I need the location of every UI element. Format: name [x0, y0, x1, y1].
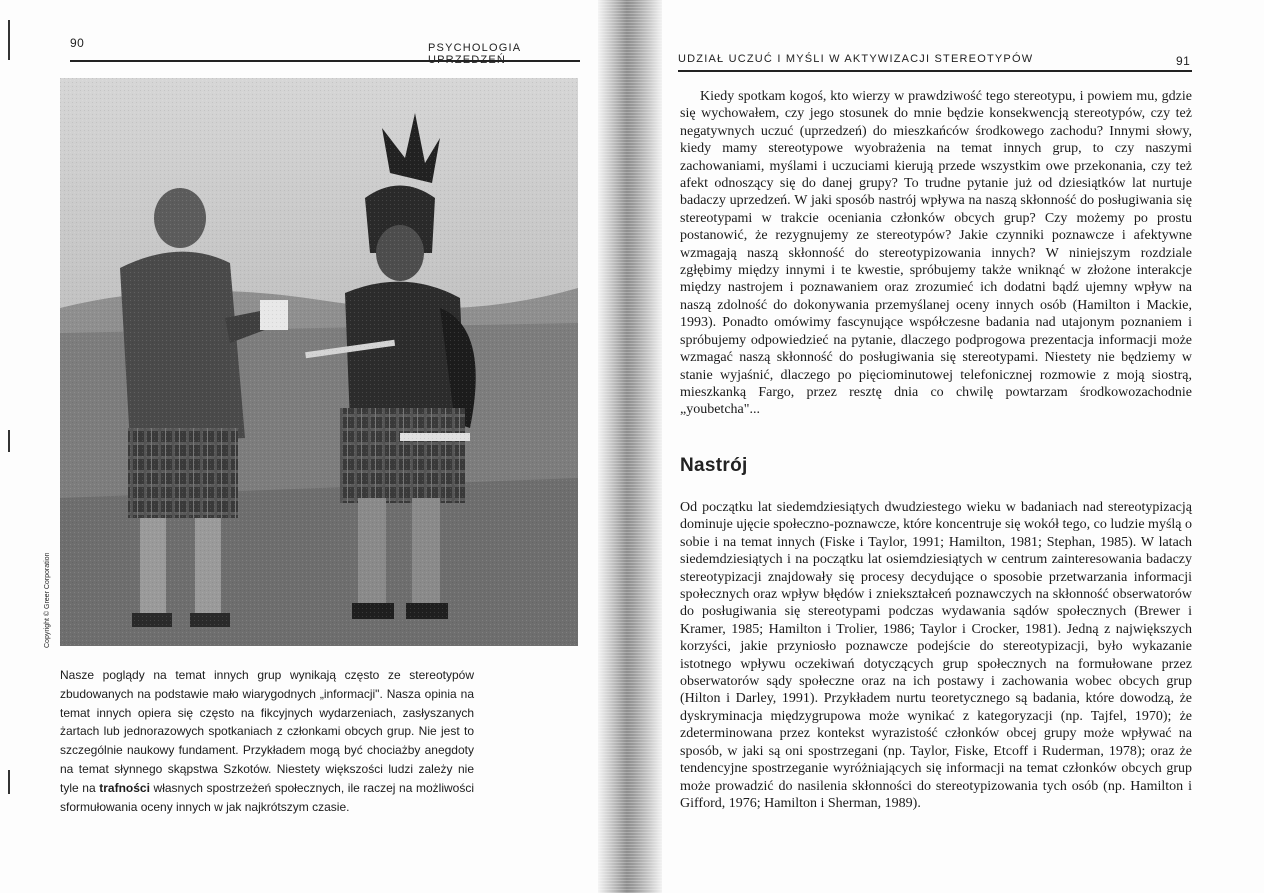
- right-page: [662, 0, 1264, 893]
- photo-credit: Copyright © Greer Corporation: [44, 552, 51, 648]
- page-number: 90: [70, 36, 85, 50]
- body-paragraph-1: Kiedy spotkam kogoś, kto wierzy w prawdziwość tego stereotypu, i powiem mu, gdzie się wychowałem, czy jego stosunek do mnie będzie konsekwencją stereotypów, czy też negatywnych uczuć (uprzedzeń) do mieszkańców środkowego zachodu? Innymi słowy, kiedy mamy stereotypowe wyobrażenia na temat innych grup, to czy naszymi zachowaniami, myślami i uczuciami kierują przede wszystkim owe przekonania, czy też afekt odnoszący się do danej grupy? To trudne pytanie już od dziesiątków lat nurtuje badaczy uprzedzeń. W jaki sposób nastrój wpływa na naszą skłonność do posługiwania się stereotypami w trakcie oceniania członków obcych grup? Czy możemy po prostu postanowić, że rezygnujemy ze stereotypów? Jakie czynniki poznawcze i afektywne wzmagają naszą skłonność do stereotypizowania innych? W niniejszym rozdziale zgłębimy między innymi i te kwestie, spróbujemy także wniknąć w złożone interakcje między nastrojem i poznawaniem oraz zrozumieć ich dodatni bądź ujemny wpływ na naszą zdolność do dokonywania przemyślanej oceny innych osób (Hamilton i Mackie, 1993). Ponadto omówimy fascynujące współczesne badania nad utajonym poznaniem i spróbujemy odpowiedzieć na pytanie, dlaczego podprogowa prezentacja informacji może wzmagać naszą skłonność do posługiwania się stereotypami. Niestety nie będziemy w stanie wyjaśnić, dlaczego po pięciominutowej telefonicznej rozmowie z moją siostrą, mieszkanką Fargo, przez resztę dnia co chwilę powtarzam środkowozachodnie „youbetcha"...: [680, 89, 1192, 418]
- caption-text-part1: Nasze poglądy na temat innych grup wynikają często ze stereotypów zbudowanych na podstawie mało wiarygodnych „informacji". Nasza opinia na temat innych opiera się często na fikcyjnych wydarzeniach, zasłyszanych żartach lub jednorazowych spotkaniach z członkami obcych grup. Nie jest to szczególnie naukowy fundament. Przykładem mogą być chociażby anegdoty na temat słynnego skąpstwa Szkotów. Niestety większości ludzi zależy nie tyle na: [60, 668, 474, 795]
- figure-caption: [60, 666, 474, 816]
- photo-two-men-in-kilts: [60, 78, 578, 646]
- scan-edge-mark: [8, 770, 10, 794]
- section-heading: Nastrój: [680, 455, 748, 476]
- scan-edge-mark: [8, 430, 10, 452]
- scan-edge-mark: [8, 20, 10, 60]
- left-page: [0, 0, 598, 893]
- book-gutter: [598, 0, 662, 893]
- photo-illustration: [60, 78, 578, 646]
- header-rule: [678, 70, 1192, 72]
- caption-bold-term: trafności: [99, 780, 150, 795]
- caption-text-part2: własnych spostrzeżeń społecznych, ile raczej na możliwości sformułowania oceny innych w jak najkrótszym czasie.: [60, 780, 474, 814]
- body-paragraph-2: Od początku lat siedemdziesiątych dwudziestego wieku w badaniach nad stereotypizacją dominuje ujęcie społeczno-poznawcze, które koncentruje się wokół tego, co ludzie myślą o sobie i na temat innych (Fiske i Taylor, 1991; Hamilton, 1981; Stephan, 1985). W latach siedemdziesiątych i na początku lat osiemdziesiątych w centrum zainteresowania badaczy stereotypizacji znajdowały się procesy decydujące o sposobie przetwarzania informacji społecznych oraz wpływ błędów i zniekształceń poznawczych na skłonność obserwatorów do posługiwania się stereotypami podczas wydawania sądów społecznych (Brewer i Kramer, 1985; Hamilton i Trolier, 1986; Taylor i Crocker, 1981). Jedną z największych korzyści, jakie przyniosło poznawcze podejście do stereotypizacji, było wykazanie istotnego wpływu oczekiwań dotyczących grup społecznych na formułowane przez obserwatorów sądy społeczne oraz na ich postawy i zachowania wobec obcych grup (Hilton i Darley, 1991). Przykładem nurtu teoretycznego są badania, które dowodzą, że dyskryminacja międzygrupowa może wynikać z kategoryzacji (np. Tajfel, 1970); że zdeterminowana przez kontekst wyrazistość członków obcej grupy może wpływać na sposób, w jaki są oni spostrzegani (np. Taylor, Fiske, Etcoff i Ruderman, 1978); oraz że tendencyjne spostrzeganie wyróżniających się informacji na temat członków obcych grup może prowadzić do nasilenia skłonności do stereotypizowania tych osób (np. Hamilton i Gifford, 1976; Hamilton i Sherman, 1989).: [680, 500, 1192, 811]
- header-rule: [70, 60, 580, 62]
- running-head: PSYCHOLOGIA: [428, 42, 521, 54]
- running-head: UDZIAŁ UCZUĆ I MYŚLI W AKTYWIZACJI STEREOTYPÓW: [678, 53, 1034, 65]
- page-number: 91: [1176, 54, 1191, 68]
